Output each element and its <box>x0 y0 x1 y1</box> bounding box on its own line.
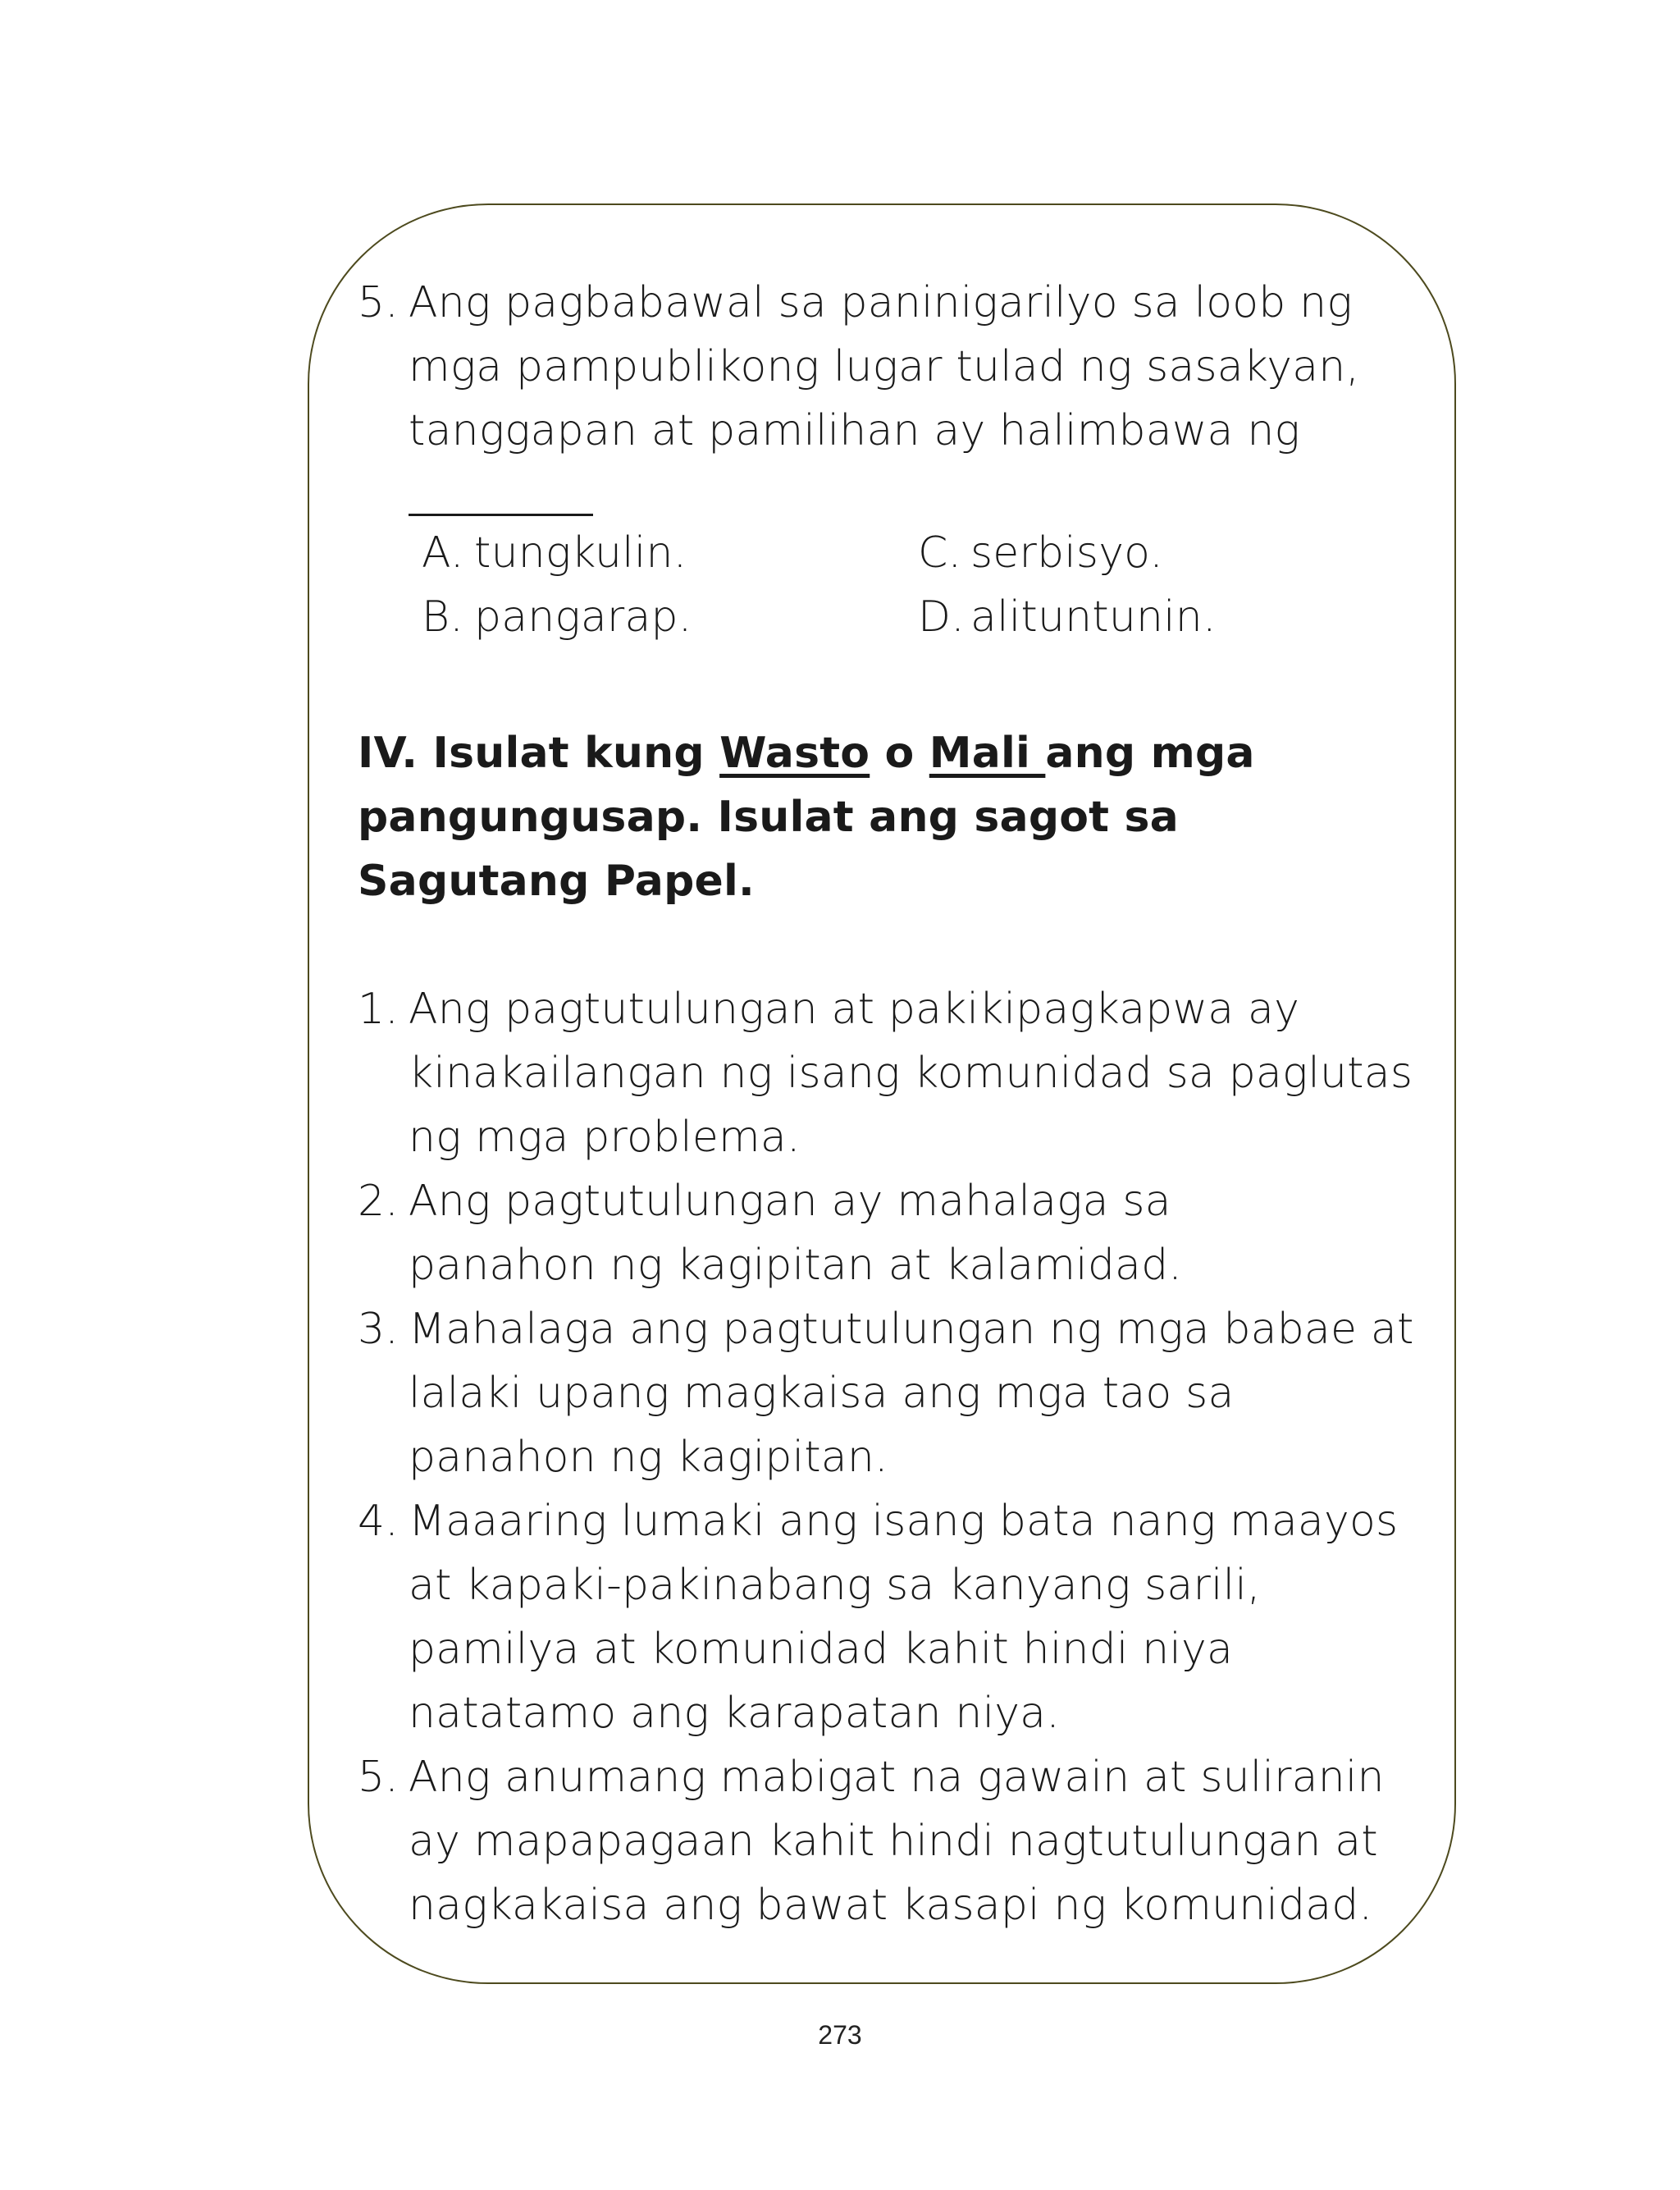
list-item <box>358 1745 1440 1937</box>
instruction-or: o <box>870 729 929 778</box>
choice-d <box>918 585 1246 649</box>
item-number: 4. <box>358 1497 399 1546</box>
item-text: Maaaring lumaki ang isang bata nang maayos at kapaki-pakinabang sa kanyang sarili, pamilya at komunidad kahit hindi niya natatamo ang karapatan niya. <box>409 1497 1399 1738</box>
choice-letter: A. <box>422 528 464 578</box>
mali-word: Mali <box>929 729 1046 778</box>
list-item <box>358 1297 1440 1489</box>
choice-letter: B. <box>422 592 463 642</box>
instruction-prefix: IV. Isulat kung <box>358 729 720 778</box>
choices <box>422 521 1440 649</box>
wasto-word: Wasto <box>719 729 870 778</box>
statement-list <box>358 977 1440 1937</box>
choice-letter: D. <box>918 592 965 642</box>
page-content <box>358 271 1440 1937</box>
question-number: 5. <box>358 278 399 327</box>
page-number: 273 <box>818 2020 862 2050</box>
item-number: 1. <box>358 985 399 1034</box>
list-item <box>358 1489 1440 1745</box>
item-text: Mahalaga ang pagtutulungan ng mga babae at lalaki upang magkaisa ang mga tao sa panahon ng kagipitan. <box>409 1305 1414 1482</box>
item-text: Ang pagtutulungan at pakikipagkapwa ay kinakailangan ng isang komunidad sa paglutas ng mga problema. <box>409 985 1413 1162</box>
choice-letter: C. <box>918 528 962 578</box>
choice-text: pangarap. <box>474 592 692 642</box>
choice-text: serbisyo. <box>970 528 1164 578</box>
item-text: Ang anumang mabigat na gawain at suliranin ay mapapagaan kahit hindi nagtutulungan at nagkakaisa ang bawat kasapi ng komunidad. <box>409 1753 1385 1930</box>
choice-text: alituntunin. <box>970 592 1217 642</box>
list-item <box>358 977 1440 1169</box>
item-number: 2. <box>358 1177 399 1226</box>
section-iv-instructions <box>358 721 1367 913</box>
choice-text: tungkulin. <box>474 528 687 578</box>
choice-c <box>918 521 1246 585</box>
item-text: Ang pagtutulungan ay mahalaga sa panahon ng kagipitan at kalamidad. <box>409 1177 1183 1290</box>
question-text: Ang pagbabawal sa paninigarilyo sa loob ng mga pampublikong lugar tulad ng sasakyan, tanggapan at pamilihan ay halimbawa ng <box>409 278 1360 455</box>
list-item <box>358 1169 1440 1297</box>
item-number: 5. <box>358 1753 399 1802</box>
instruction-rest: ang mga pangungusap. Isulat ang sagot sa Sagutang Papel. <box>358 729 1255 906</box>
choice-b <box>422 585 918 649</box>
answer-blank <box>409 468 593 516</box>
item-number: 3. <box>358 1305 399 1354</box>
choice-a <box>422 521 918 585</box>
question-5 <box>358 271 1440 463</box>
